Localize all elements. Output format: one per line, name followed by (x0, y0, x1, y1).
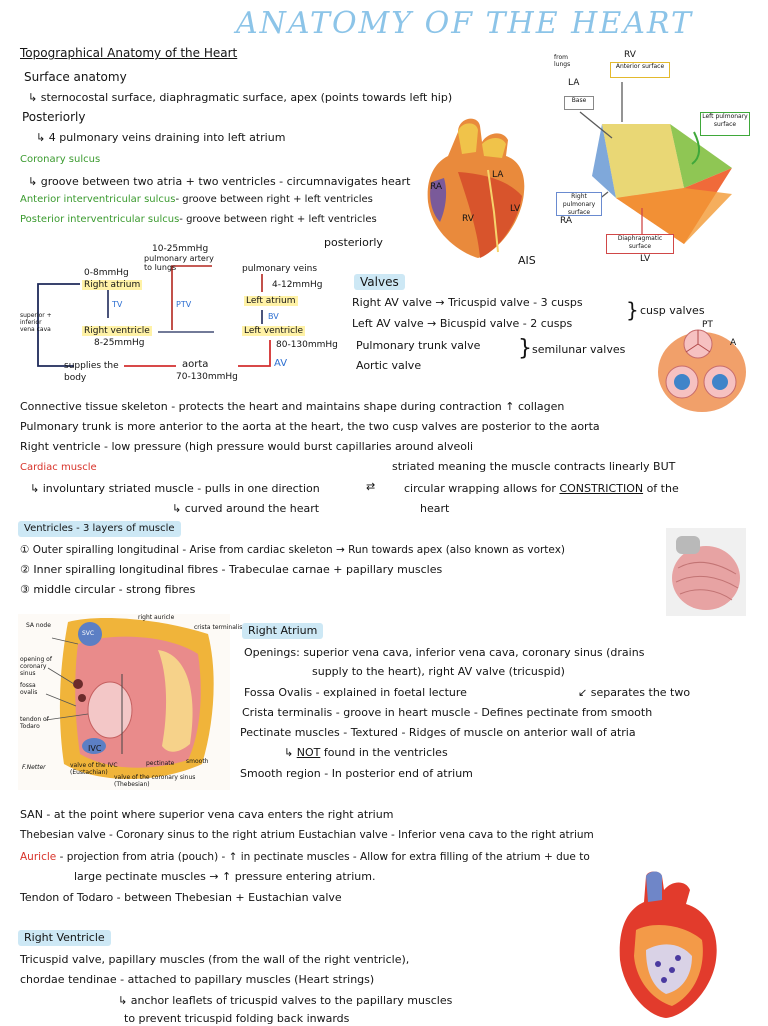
ventricle-layer-3: ③ middle circular - strong fibres (20, 583, 196, 596)
from-lungs-label: from lungs (554, 54, 571, 68)
lv-pressure: 80-130mmHg (276, 340, 338, 350)
semilunar-label: semilunar valves (532, 343, 626, 356)
rv-pressure: 8-25mmHg (94, 338, 145, 348)
pv-pressure: 4-12mmHg (272, 280, 323, 290)
posterior-iv-detail: - groove between right + left ventricles (179, 214, 377, 225)
valve-pt-label: PT (702, 320, 713, 330)
right-atrium-illustration (18, 614, 243, 790)
coronary-sulcus: Coronary sulcus (20, 154, 101, 165)
ra-openings: Openings: superior vena cava, inferior vena cava, coronary sinus (drains (244, 646, 645, 659)
surface-rv-label: RV (624, 50, 636, 60)
surface-detail: ↳ sternocostal surface, diaphragmatic surface, apex (points towards left hip) (28, 91, 453, 104)
ra-pressure: 0-8mmHg (84, 268, 129, 278)
aorta-label: aorta (182, 359, 209, 370)
aortic-valve: Aortic valve (356, 359, 422, 372)
svc-ivc-label: superior + inferior vena cava (20, 312, 52, 333)
tendon-todaro-label: tendon of Todaro (20, 716, 49, 730)
surface-lv-label: LV (640, 254, 651, 264)
surface-la-label: LA (568, 78, 580, 88)
cusp-valves-label: cusp valves (640, 304, 705, 317)
auricle-detail-2: large pectinate muscles → ↑ pressure entering atrium. (74, 870, 376, 883)
heart-la-label: LA (492, 170, 504, 180)
ra-not-found-arrow: ↳ (284, 746, 294, 759)
surface-anatomy: Surface anatomy (24, 70, 127, 84)
pulmonary-trunk-note: Pulmonary trunk is more anterior to the aorta at the heart, the two cusp valves are posterior to the aorta (20, 420, 600, 433)
pectinate-label: pectinate (146, 760, 175, 767)
page-title: ANATOMY OF THE HEART (236, 6, 693, 41)
svc-label: SVC (82, 630, 95, 637)
rv-line-3: ↳ anchor leaflets of tricuspid valves to the papillary muscles (118, 994, 453, 1007)
smooth-label: smooth (186, 758, 209, 765)
right-auricle-label: right auricle (138, 614, 175, 621)
fossa-ovalis-label: fossa ovalis (20, 682, 38, 696)
auricle-word: Auricle (20, 851, 57, 863)
heart-ais-label: AIS (518, 254, 536, 267)
ra-separates: ↙ separates the two (578, 686, 691, 699)
supplies-body-label: supplies the body (64, 361, 119, 383)
ra-not-word: NOT (296, 746, 321, 759)
valve-cs-label: valve of the coronary sinus (Thebesian) (114, 774, 196, 788)
heart-rv-label: RV (462, 214, 474, 224)
posterior-detail: ↳ 4 pulmonary veins draining into left atrium (36, 131, 286, 144)
valve-illustration (654, 316, 750, 416)
valve-drawing (654, 316, 750, 416)
auricle-line (20, 850, 590, 864)
pulmonary-veins-label: pulmonary veins (242, 264, 318, 274)
right-ventricle-note: Right ventricle - low pressure (high pressure would burst capillaries around alveoli (20, 440, 474, 453)
sa-node-label: SA node (26, 622, 51, 629)
constriction-word: CONSTRICTION (559, 482, 644, 495)
pulmonary-valve: Pulmonary trunk valve (356, 339, 481, 352)
heart-illustration (418, 112, 548, 262)
right-ventricle-illustration (616, 870, 722, 1020)
auricle-detail: - projection from atria (pouch) - ↑ in pectinate muscles - Allow for extra filling of the atrium + due to (56, 851, 590, 863)
rv-line-2: chordae tendinae - attached to papillary muscles (Heart strings) (20, 973, 375, 986)
posteriorly-heading: Posteriorly (22, 110, 86, 124)
left-pulmonary-box: Left pulmonary surface (700, 112, 750, 136)
valves-heading: Valves (354, 274, 405, 290)
ra-crista: Crista terminalis - groove in heart muscle - Defines pectinate from smooth (242, 706, 653, 719)
right-ventricle-drawing (616, 870, 722, 1020)
semilunar-brace: } (518, 336, 532, 361)
right-atrium-label: Right atrium (84, 280, 141, 290)
anterior-iv-sulcus: Anterior interventricular sulcus (20, 194, 176, 205)
right-atrium-heading: Right Atrium (242, 623, 323, 639)
involuntary-note: ↳ involuntary striated muscle - pulls in one direction (30, 482, 320, 495)
tv-label: TV (112, 300, 123, 309)
ventricles-heading: Ventricles - 3 layers of muscle (18, 521, 181, 537)
right-ventricle-heading: Right Ventricle (18, 930, 111, 946)
ventricle-layer-1: ① Outer spiralling longitudinal - Arise from cardiac skeleton → Run towards apex (also known as vortex) (20, 544, 566, 556)
san-note: SAN - at the point where superior vena cava enters the right atrium (20, 808, 394, 821)
posterior-iv-line (20, 214, 377, 225)
left-ventricle-label: Left ventricle (244, 326, 304, 336)
pa-pressure: 10-25mmHg (152, 244, 209, 254)
crista-terminalis-label: crista terminalis (194, 624, 243, 631)
circular-wrapping: circular wrapping allows for (404, 482, 556, 495)
coronary-detail: ↳ groove between two atria + two ventricles - circumnavigates heart (28, 175, 411, 188)
valve-a-label: A (730, 338, 737, 348)
heart-ra-label: RA (430, 182, 443, 192)
heart-word: heart (420, 502, 450, 515)
right-pulmonary-box: Right pulmonary surface (556, 192, 602, 216)
ra-not-found-line (284, 746, 448, 760)
opening-cs-label: opening of coronary sinus (20, 656, 52, 677)
thebesian-note: Thebesian valve - Coronary sinus to the right atrium Eustachian valve - Inferior vena cava to the right atrium (20, 829, 594, 841)
ra-smooth: Smooth region - In posterior end of atrium (240, 767, 473, 780)
rv-line-4: to prevent tricuspid folding back inwards (124, 1012, 350, 1025)
cusp-brace: } (626, 298, 639, 322)
circular-wrapping-line (404, 482, 679, 496)
striated-meaning: striated meaning the muscle contracts linearly BUT (392, 460, 676, 473)
surface-ra-label: RA (560, 216, 573, 226)
ivc-label: IVC (88, 744, 102, 753)
diaphragmatic-box: Diaphragmatic surface (606, 234, 674, 254)
surface-diagram (552, 48, 758, 268)
pulmonary-artery-label: pulmonary artery to lungs (144, 254, 214, 272)
ventricle-muscle-illustration (666, 528, 746, 616)
anterior-iv-detail: - groove between right + left ventricles (175, 194, 373, 205)
ra-fossa: Fossa Ovalis - explained in foetal lecture (244, 686, 467, 699)
ventricle-layer-2: ② Inner spiralling longitudinal fibres - Trabeculae carnae + papillary muscles (20, 563, 443, 576)
connective-note: Connective tissue skeleton - protects the heart and maintains shape during contraction ↑ collagen (20, 400, 565, 413)
ra-openings-2: supply to the heart), right AV valve (tricuspid) (312, 665, 565, 678)
right-ventricle-label: Right ventricle (84, 326, 150, 336)
aorta-pressure: 70-130mmHg (176, 372, 238, 382)
heart-lv-label: LV (510, 204, 521, 214)
cardiac-muscle-label: Cardiac muscle (20, 462, 97, 473)
circulation-diagram (16, 244, 352, 388)
posteriorly-end: posteriorly (324, 236, 383, 249)
valve-ivc-label: valve of the IVC (Eustachian) (70, 762, 118, 776)
anterior-iv-line (20, 194, 373, 205)
ventricle-muscle-drawing (666, 528, 746, 616)
base-box: Base (564, 96, 594, 110)
bv-label: BV (268, 312, 279, 321)
todaro-note: Tendon of Todaro - between Thebesian + Eustachian valve (20, 891, 342, 904)
arrows-symbol: ⇄ (366, 480, 376, 493)
topo-heading: Topographical Anatomy of the Heart (20, 46, 238, 60)
right-av-valve: Right AV valve → Tricuspid valve - 3 cusps (352, 296, 583, 309)
left-atrium-label: Left atrium (246, 296, 296, 306)
signature: F.Netter (22, 764, 46, 771)
av-label: AV (274, 358, 288, 369)
of-the: of the (646, 482, 679, 495)
anterior-surface-box: Anterior surface (610, 62, 670, 78)
curved-note: ↳ curved around the heart (172, 502, 320, 515)
ptv-label: PTV (176, 300, 192, 309)
left-av-valve: Left AV valve → Bicuspid valve - 2 cusps (352, 317, 573, 330)
ra-not-found-post: found in the ventricles (323, 746, 448, 759)
posterior-iv-sulcus: Posterior interventricular sulcus (20, 214, 180, 225)
rv-line-1: Tricuspid valve, papillary muscles (from the wall of the right ventricle), (20, 953, 410, 966)
ra-pectinate: Pectinate muscles - Textured - Ridges of muscle on anterior wall of atria (240, 726, 636, 739)
